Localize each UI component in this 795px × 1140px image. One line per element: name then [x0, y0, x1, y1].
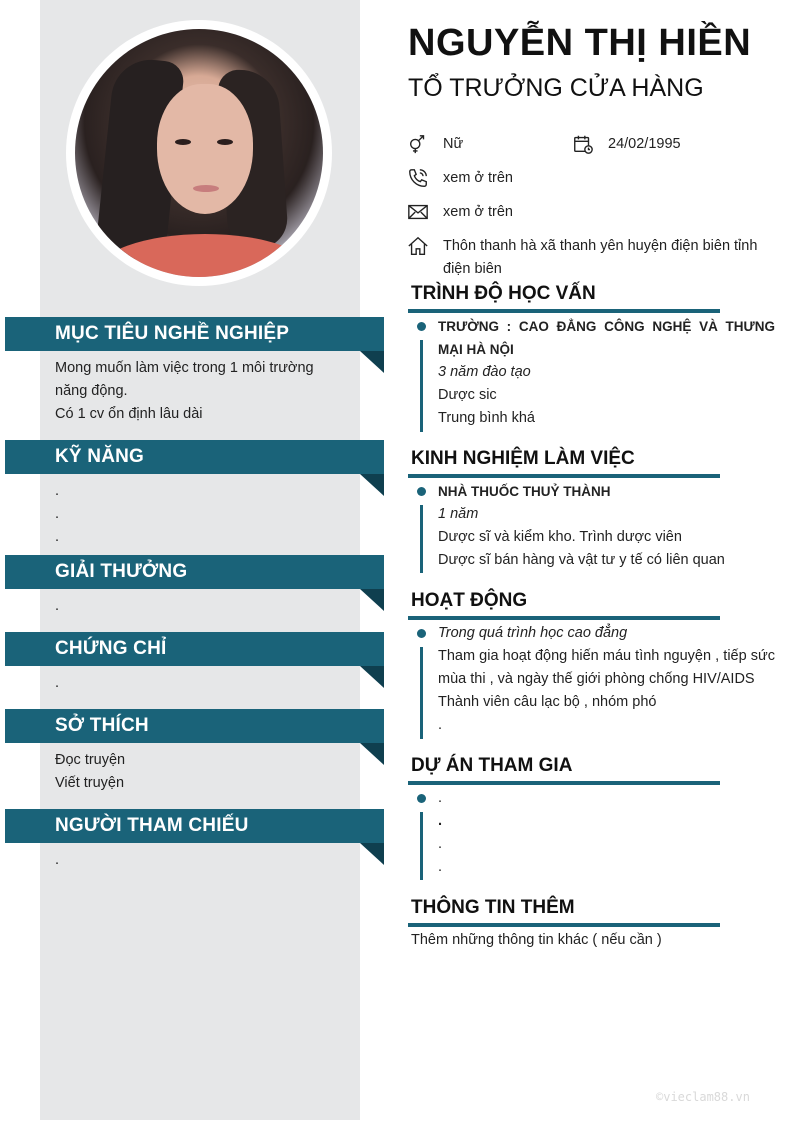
section-underline [408, 309, 720, 313]
section-banner-awards [5, 555, 384, 589]
activities-line: . [438, 717, 443, 733]
education-entry [438, 315, 775, 430]
projects-entry [438, 787, 775, 879]
section-title-awards: GIẢI THƯỞNG [55, 561, 188, 582]
experience-line: Dược sĩ bán hàng và vật tư y tế có liên quan [438, 552, 725, 568]
timeline-line [420, 812, 423, 880]
section-underline [408, 923, 720, 927]
projects-line: . [438, 790, 443, 806]
timeline-line [420, 505, 423, 573]
hobbies-line: Đọc truyện [55, 752, 126, 768]
section-underline [408, 616, 720, 620]
section-title-activities: HOẠT ĐỘNG [411, 590, 528, 611]
timeline-dot [417, 629, 426, 638]
birthday-value: 24/02/1995 [608, 136, 681, 152]
section-banner-skills [5, 440, 384, 474]
education-duration: 3 năm đào tạo [438, 364, 531, 380]
activities-line: Thành viên câu lạc bộ , nhóm phó [438, 694, 657, 710]
section-title-certificates: CHỨNG CHỈ [55, 638, 167, 659]
objective-line: Có 1 cv ổn định lâu dài [55, 406, 203, 422]
home-icon [407, 235, 429, 257]
timeline-dot [417, 487, 426, 496]
education-major: Dược sic [438, 387, 497, 403]
experience-duration: 1 năm [438, 506, 479, 522]
banner-fold [360, 666, 384, 688]
certificates-text [55, 672, 345, 695]
timeline-dot [417, 322, 426, 331]
skills-line: . [55, 483, 60, 499]
awards-line: . [55, 598, 60, 614]
activities-entry [438, 622, 775, 737]
calendar-icon [572, 133, 594, 155]
email-value: xem ở trên [443, 204, 513, 220]
experience-entry [438, 480, 775, 572]
banner-fold [360, 589, 384, 611]
timeline-dot [417, 794, 426, 803]
section-title-extra: THÔNG TIN THÊM [411, 897, 575, 918]
envelope-icon [407, 201, 429, 223]
gender-value: Nữ [443, 136, 464, 152]
banner-fold [360, 474, 384, 496]
certificates-line: . [55, 675, 60, 691]
section-title-projects: DỰ ÁN THAM GIA [411, 755, 573, 776]
banner-fold [360, 351, 384, 373]
section-banner-references [5, 809, 384, 843]
objective-text [55, 357, 345, 426]
timeline-line [420, 340, 423, 432]
activities-line: Tham gia hoạt động hiến máu tình nguyện , tiếp sức mùa thi , và ngày thế giới phòng chống HIV/AIDS [438, 648, 775, 687]
section-banner-certificates [5, 632, 384, 666]
section-title-education: TRÌNH ĐỘ HỌC VẤN [411, 283, 596, 304]
experience-company: NHÀ THUỐC THUỶ THÀNH [438, 484, 611, 499]
section-underline [408, 781, 720, 785]
timeline-line [420, 647, 423, 739]
objective-line: Mong muốn làm việc trong 1 môi trường năng động. [55, 360, 314, 399]
hobbies-text [55, 749, 345, 795]
section-title-hobbies: SỞ THÍCH [55, 715, 149, 736]
watermark: ©vieclam88.vn [656, 1090, 750, 1104]
candidate-position: TỔ TRƯỞNG CỬA HÀNG [408, 74, 704, 102]
awards-text [55, 595, 345, 618]
candidate-name: NGUYỄN THỊ HIỀN [408, 22, 752, 64]
section-underline [408, 474, 720, 478]
references-text [55, 849, 345, 872]
phone-value: xem ở trên [443, 170, 513, 186]
extra-text: Thêm những thông tin khác ( nếu cần ) [411, 932, 662, 948]
activities-context: Trong quá trình học cao đẳng [438, 625, 628, 641]
hobbies-line: Viết truyện [55, 775, 125, 791]
references-line: . [55, 852, 60, 868]
address-value: Thôn thanh hà xã thanh yên huyện điện biên tỉnh điện biên [443, 238, 758, 277]
section-title-references: NGƯỜI THAM CHIẾU [55, 815, 249, 836]
skills-line: . [55, 506, 60, 522]
section-title-objective: MỤC TIÊU NGHỀ NGHIỆP [55, 323, 290, 344]
section-title-experience: KINH NGHIỆM LÀM VIỆC [411, 448, 635, 469]
section-title-skills: KỸ NĂNG [55, 446, 145, 467]
education-grade: Trung bình khá [438, 410, 535, 426]
section-banner-objective [5, 317, 384, 351]
avatar [75, 29, 323, 277]
experience-line: Dược sĩ và kiểm kho. Trình dược viên [438, 529, 682, 545]
projects-line: . [438, 836, 443, 852]
phone-icon [407, 167, 429, 189]
skills-text [55, 480, 345, 549]
projects-line: . [438, 859, 443, 875]
banner-fold [360, 743, 384, 765]
banner-fold [360, 843, 384, 865]
education-school: TRƯỜNG : CAO ĐẲNG CÔNG NGHỆ VÀ THƯNG MẠI HÀ NỘI [438, 319, 775, 357]
gender-icon [407, 133, 429, 155]
skills-line: . [55, 529, 60, 545]
projects-line: . [438, 813, 443, 829]
section-banner-hobbies [5, 709, 384, 743]
